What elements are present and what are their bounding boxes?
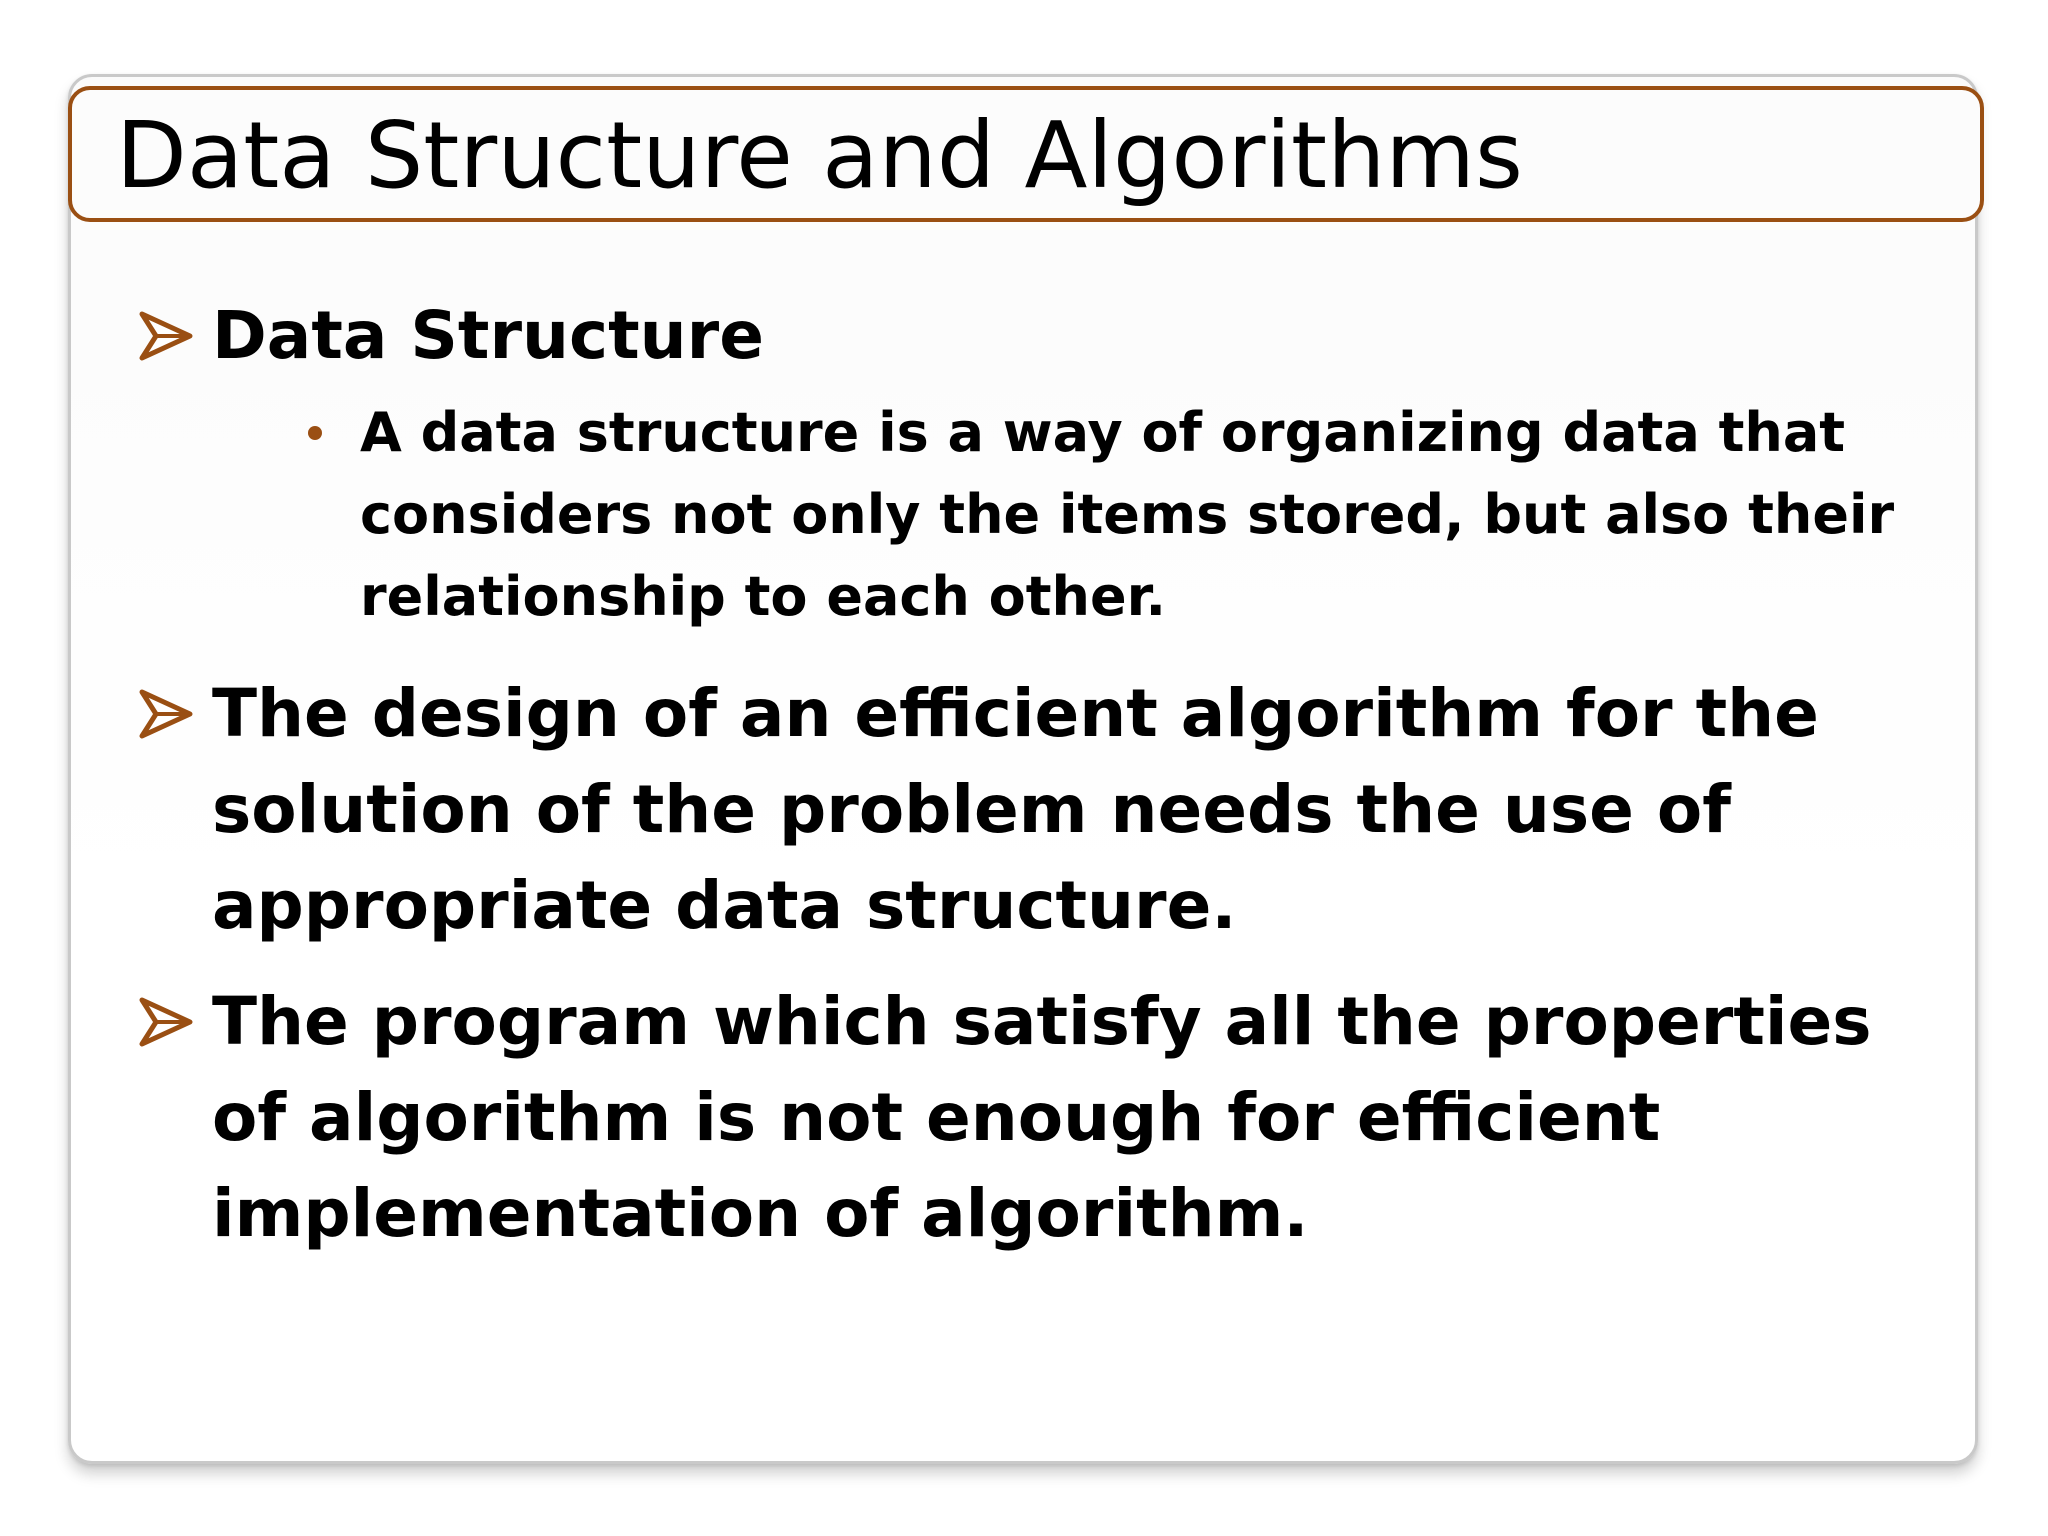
bullet-text: The design of an efficient algorithm for the solution of the problem needs the use of appropriate data structure. xyxy=(212,675,1819,944)
sub-bullet-definition xyxy=(302,392,1958,638)
sub-bullet-text: A data structure is a way of organizing data that considers not only the items stored, but also their relationship to each other. xyxy=(360,401,1895,628)
arrow-bullet-icon xyxy=(138,994,194,1050)
arrow-bullet-icon xyxy=(138,686,194,742)
bullet-text: Data Structure xyxy=(212,297,764,374)
arrow-bullet-icon xyxy=(138,308,194,364)
bullet-program-properties xyxy=(138,974,1958,1262)
bullet-text: The program which satisfy all the properties of algorithm is not enough for efficient implementation of algorithm. xyxy=(212,983,1872,1252)
slide-title: Data Structure and Algorithms xyxy=(116,102,1523,209)
bullet-data-structure xyxy=(138,294,1958,638)
dot-bullet-icon xyxy=(308,426,322,440)
sub-bullet-list xyxy=(212,392,1958,638)
bullet-list xyxy=(138,294,1958,1262)
bullet-efficient-algorithm xyxy=(138,666,1958,954)
